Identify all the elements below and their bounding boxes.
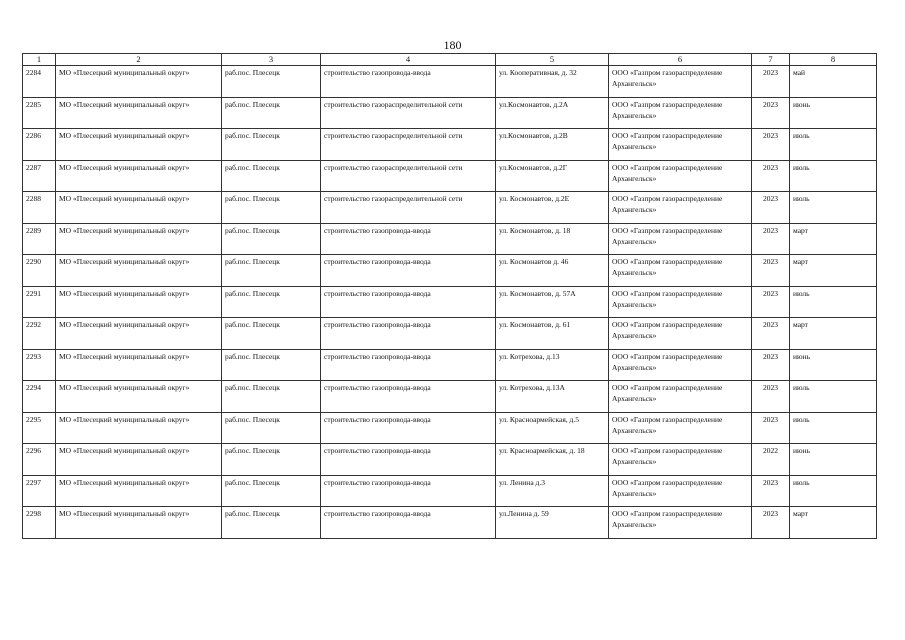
table-row <box>23 97 877 129</box>
month-cell: март <box>790 255 877 287</box>
work-type-cell: строительство газопровода-ввода <box>321 349 496 381</box>
municipality-cell: МО «Плесецкий муниципальный округ» <box>56 318 222 350</box>
settlement-cell: раб.пос. Плесецк <box>222 66 321 98</box>
municipality-cell: МО «Плесецкий муниципальный округ» <box>56 286 222 318</box>
year-cell: 2023 <box>752 129 790 161</box>
address-cell: ул.Космонавтов, д.2В <box>496 129 609 161</box>
work-type-cell: строительство газопровода-ввода <box>321 255 496 287</box>
column-header-4: 4 <box>321 54 496 66</box>
municipality-cell: МО «Плесецкий муниципальный округ» <box>56 97 222 129</box>
settlement-cell: раб.пос. Плесецк <box>222 318 321 350</box>
table-row <box>23 255 877 287</box>
month-cell: март <box>790 507 877 539</box>
address-cell: ул. Космонавтов д. 46 <box>496 255 609 287</box>
settlement-cell: раб.пос. Плесецк <box>222 129 321 161</box>
work-type-cell: строительство газораспределительной сети <box>321 129 496 161</box>
municipality-cell: МО «Плесецкий муниципальный округ» <box>56 223 222 255</box>
address-cell: ул. Космонавтов, д. 18 <box>496 223 609 255</box>
column-header-5: 5 <box>496 54 609 66</box>
row-number-cell: 2287 <box>23 160 56 192</box>
work-type-cell: строительство газопровода-ввода <box>321 223 496 255</box>
address-cell: ул. Котрехова, д.13 <box>496 349 609 381</box>
year-cell: 2023 <box>752 160 790 192</box>
table-row <box>23 412 877 444</box>
row-number-cell: 2297 <box>23 475 56 507</box>
header-row <box>23 54 877 66</box>
organization-cell: ООО «Газпром газораспределение Архангельск» <box>609 444 752 476</box>
year-cell: 2023 <box>752 412 790 444</box>
organization-cell: ООО «Газпром газораспределение Архангельск» <box>609 255 752 287</box>
year-cell: 2023 <box>752 507 790 539</box>
settlement-cell: раб.пос. Плесецк <box>222 507 321 539</box>
work-type-cell: строительство газопровода-ввода <box>321 475 496 507</box>
month-cell: июль <box>790 160 877 192</box>
work-type-cell: строительство газопровода-ввода <box>321 66 496 98</box>
page-number: 180 <box>443 38 462 52</box>
table-row <box>23 444 877 476</box>
row-number-cell: 2289 <box>23 223 56 255</box>
work-type-cell: строительство газопровода-ввода <box>321 318 496 350</box>
year-cell: 2023 <box>752 286 790 318</box>
organization-cell: ООО «Газпром газораспределение Архангельск» <box>609 192 752 224</box>
settlement-cell: раб.пос. Плесецк <box>222 412 321 444</box>
row-number-cell: 2294 <box>23 381 56 413</box>
column-header-8: 8 <box>790 54 877 66</box>
organization-cell: ООО «Газпром газораспределение Архангельск» <box>609 475 752 507</box>
address-cell: ул. Ленина д.3 <box>496 475 609 507</box>
table-row <box>23 160 877 192</box>
month-cell: июль <box>790 475 877 507</box>
year-cell: 2023 <box>752 223 790 255</box>
address-cell: ул. Красноармейская, д. 18 <box>496 444 609 476</box>
table-row <box>23 507 877 539</box>
month-cell: июнь <box>790 349 877 381</box>
organization-cell: ООО «Газпром газораспределение Архангельск» <box>609 349 752 381</box>
column-header-3: 3 <box>222 54 321 66</box>
settlement-cell: раб.пос. Плесецк <box>222 192 321 224</box>
organization-cell: ООО «Газпром газораспределение Архангельск» <box>609 412 752 444</box>
address-cell: ул. Космонавтов, д. 57А <box>496 286 609 318</box>
row-number-cell: 2291 <box>23 286 56 318</box>
organization-cell: ООО «Газпром газораспределение Архангельск» <box>609 381 752 413</box>
municipality-cell: МО «Плесецкий муниципальный округ» <box>56 66 222 98</box>
row-number-cell: 2292 <box>23 318 56 350</box>
month-cell: июль <box>790 129 877 161</box>
work-type-cell: строительство газопровода-ввода <box>321 412 496 444</box>
work-type-cell: строительство газораспределительной сети <box>321 192 496 224</box>
row-number-cell: 2284 <box>23 66 56 98</box>
year-cell: 2023 <box>752 475 790 507</box>
month-cell: июль <box>790 381 877 413</box>
settlement-cell: раб.пос. Плесецк <box>222 444 321 476</box>
row-number-cell: 2293 <box>23 349 56 381</box>
row-number-cell: 2295 <box>23 412 56 444</box>
municipality-cell: МО «Плесецкий муниципальный округ» <box>56 507 222 539</box>
work-type-cell: строительство газопровода-ввода <box>321 381 496 413</box>
row-number-cell: 2296 <box>23 444 56 476</box>
municipality-cell: МО «Плесецкий муниципальный округ» <box>56 444 222 476</box>
organization-cell: ООО «Газпром газораспределение Архангельск» <box>609 129 752 161</box>
row-number-cell: 2298 <box>23 507 56 539</box>
settlement-cell: раб.пос. Плесецк <box>222 349 321 381</box>
address-cell: ул. Космонавтов, д. 61 <box>496 318 609 350</box>
row-number-cell: 2288 <box>23 192 56 224</box>
work-type-cell: строительство газораспределительной сети <box>321 97 496 129</box>
row-number-cell: 2290 <box>23 255 56 287</box>
year-cell: 2023 <box>752 318 790 350</box>
year-cell: 2023 <box>752 381 790 413</box>
address-cell: ул.Космонавтов, д.2А <box>496 97 609 129</box>
settlement-cell: раб.пос. Плесецк <box>222 255 321 287</box>
settlement-cell: раб.пос. Плесецк <box>222 381 321 413</box>
year-cell: 2023 <box>752 192 790 224</box>
column-header-2: 2 <box>56 54 222 66</box>
month-cell: март <box>790 318 877 350</box>
month-cell: июнь <box>790 444 877 476</box>
address-cell: ул. Красноармейская, д.5 <box>496 412 609 444</box>
municipality-cell: МО «Плесецкий муниципальный округ» <box>56 192 222 224</box>
work-type-cell: строительство газопровода-ввода <box>321 507 496 539</box>
month-cell: март <box>790 223 877 255</box>
municipality-cell: МО «Плесецкий муниципальный округ» <box>56 381 222 413</box>
municipality-cell: МО «Плесецкий муниципальный округ» <box>56 160 222 192</box>
municipality-cell: МО «Плесецкий муниципальный округ» <box>56 475 222 507</box>
settlement-cell: раб.пос. Плесецк <box>222 286 321 318</box>
table-row <box>23 129 877 161</box>
municipality-cell: МО «Плесецкий муниципальный округ» <box>56 255 222 287</box>
address-cell: ул. Кооперативная, д. 32 <box>496 66 609 98</box>
organization-cell: ООО «Газпром газораспределение Архангельск» <box>609 223 752 255</box>
year-cell: 2022 <box>752 444 790 476</box>
address-cell: ул. Космонавтов, д.2Е <box>496 192 609 224</box>
work-type-cell: строительство газораспределительной сети <box>321 160 496 192</box>
month-cell: июль <box>790 286 877 318</box>
table-row <box>23 475 877 507</box>
organization-cell: ООО «Газпром газораспределение Архангельск» <box>609 66 752 98</box>
register-table <box>22 53 877 539</box>
column-header-1: 1 <box>23 54 56 66</box>
settlement-cell: раб.пос. Плесецк <box>222 223 321 255</box>
row-number-cell: 2285 <box>23 97 56 129</box>
month-cell: июль <box>790 192 877 224</box>
address-cell: ул.Ленина д. 59 <box>496 507 609 539</box>
row-number-cell: 2286 <box>23 129 56 161</box>
work-type-cell: строительство газопровода-ввода <box>321 286 496 318</box>
year-cell: 2023 <box>752 97 790 129</box>
month-cell: июль <box>790 412 877 444</box>
address-cell: ул.Космонавтов, д.2Г <box>496 160 609 192</box>
municipality-cell: МО «Плесецкий муниципальный округ» <box>56 129 222 161</box>
year-cell: 2023 <box>752 255 790 287</box>
table-body <box>23 66 877 539</box>
year-cell: 2023 <box>752 349 790 381</box>
settlement-cell: раб.пос. Плесецк <box>222 160 321 192</box>
column-header-6: 6 <box>609 54 752 66</box>
table-row <box>23 381 877 413</box>
municipality-cell: МО «Плесецкий муниципальный округ» <box>56 349 222 381</box>
settlement-cell: раб.пос. Плесецк <box>222 97 321 129</box>
work-type-cell: строительство газопровода-ввода <box>321 444 496 476</box>
table-row <box>23 349 877 381</box>
organization-cell: ООО «Газпром газораспределение Архангельск» <box>609 97 752 129</box>
organization-cell: ООО «Газпром газораспределение Архангельск» <box>609 160 752 192</box>
table-row <box>23 192 877 224</box>
month-cell: май <box>790 66 877 98</box>
table-row <box>23 66 877 98</box>
table-row <box>23 223 877 255</box>
address-cell: ул. Котрехова, д.13А <box>496 381 609 413</box>
month-cell: июнь <box>790 97 877 129</box>
table-row <box>23 286 877 318</box>
table-row <box>23 318 877 350</box>
settlement-cell: раб.пос. Плесецк <box>222 475 321 507</box>
column-header-7: 7 <box>752 54 790 66</box>
year-cell: 2023 <box>752 66 790 98</box>
organization-cell: ООО «Газпром газораспределение Архангельск» <box>609 318 752 350</box>
organization-cell: ООО «Газпром газораспределение Архангельск» <box>609 286 752 318</box>
organization-cell: ООО «Газпром газораспределение Архангельск» <box>609 507 752 539</box>
municipality-cell: МО «Плесецкий муниципальный округ» <box>56 412 222 444</box>
